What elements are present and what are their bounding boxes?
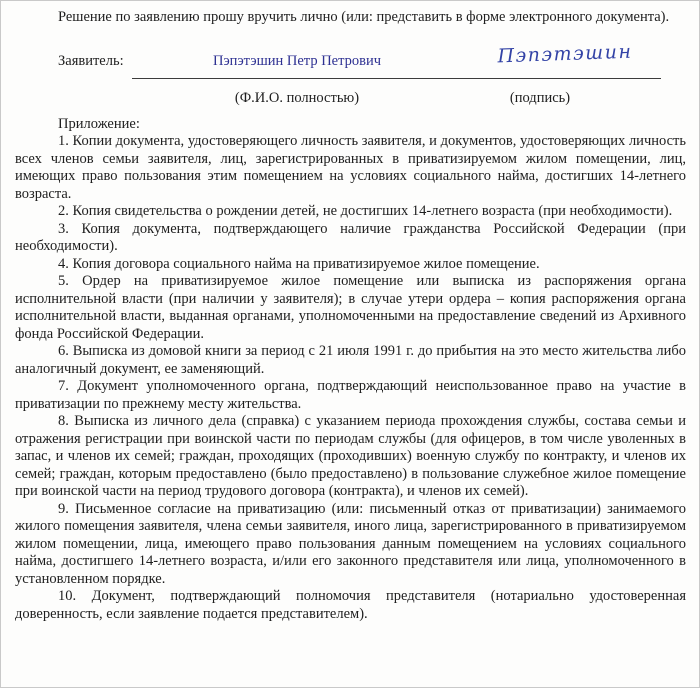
attachment-item-7: 7. Документ уполномоченного органа, подтверждающий неиспользованное право на участие в приватизации по прежнему месту жительства. xyxy=(15,378,686,412)
applicant-full-name: Пэпэтэшин Петр Петрович xyxy=(212,52,382,69)
attachment-item-3: 3. Копия документа, подтверждающего наличие гражданства Российской Федерации (при необходимости). xyxy=(15,220,686,254)
attachment-item-5: 5. Ордер на приватизируемое жилое помещение или выписка из распоряжения органа исполнительной власти (при наличии у заявителя); в случае утери ордера – копия распоряжения органа исполнительной власти, выданная органами, уполномоченными на предоставление сведений из Архивного фонда Российской Федерации. xyxy=(15,273,686,342)
signature-line xyxy=(132,78,661,79)
attachments-section xyxy=(15,116,686,624)
attachment-item-4: 4. Копия договора социального найма на приватизируемое жилое помещение. xyxy=(58,255,540,272)
applicant-label: Заявитель: xyxy=(58,52,124,69)
fio-caption: (Ф.И.О. полностью) xyxy=(234,89,360,106)
applicant-signature: Пэпэтэшин xyxy=(497,40,633,67)
attachment-item-10: 10. Документ, подтверждающий полномочия представителя (нотариально удостоверенная доверенность, если заявление подается представителем). xyxy=(15,588,686,622)
attachment-item-2: 2. Копия свидетельства о рождении детей, не достигших 14-летнего возраста (при необходимости). xyxy=(58,203,673,219)
intro-paragraph: Решение по заявлению прошу вручить лично (или: представить в форме электронного документа). xyxy=(58,9,670,25)
attachments-title: Приложение: xyxy=(58,115,140,132)
attachment-item-9: 9. Письменное согласие на приватизацию (или: письменный отказ от приватизации) занимаемого жилого помещения заявителя, члена семьи заявителя, иного лица, зарегистрированного в приватизируемом жилом помещении, лица, имеющего право пользования данным помещением на условиях социального найма, достигшего 14-летнего возраста, и/или его законного представителя или лица, уполномоченного в установленном порядке. xyxy=(15,500,686,587)
signature-caption: (подпись) xyxy=(509,89,571,106)
applicant-signature-block xyxy=(15,40,686,110)
attachment-item-8: 8. Выписка из личного дела (справка) с указанием периода прохождения службы, состава семьи и отражения регистрации при воинской части по периодам службы (для офицеров, в том числе уволенных в запас, и членов их семей; граждан, проходящих (проходивших) военную службу по контракту, и членов их семей; граждан, которым предоставлено (было предоставлено) в пользование служебное жилое помещение при воинской части на период трудового договора (контракта), и членов их семей). xyxy=(15,413,686,499)
attachment-item-1: 1. Копии документа, удостоверяющего личность заявителя, и документов, удостоверяющих личность всех членов семьи заявителя, лиц, зарегистрированных в приватизируемом жилом помещении, лиц, имеющих право пользования этим помещением на условиях социального найма, достигших 14-летнего возраста. xyxy=(15,133,686,202)
attachment-item-6: 6. Выписка из домовой книги за период с 21 июля 1991 г. до прибытия на это место жительства либо аналогичный документ, ее заменяющий. xyxy=(15,343,686,377)
